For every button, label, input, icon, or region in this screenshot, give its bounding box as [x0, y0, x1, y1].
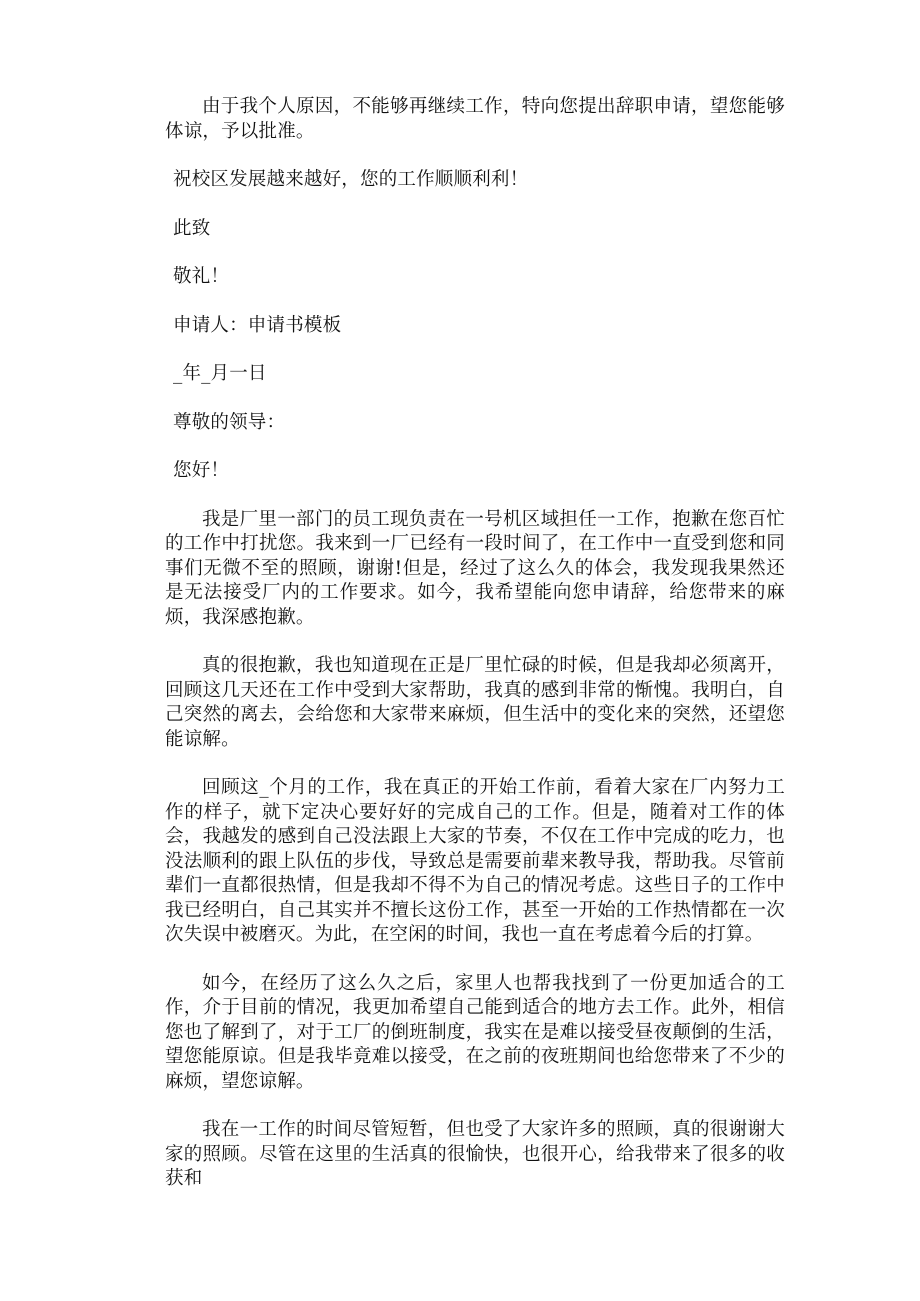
paragraph-introduction: 我是厂里一部门的员工现负责在一号机区域担任一工作，抱歉在您百忙的工作中打扰您。我来到一厂已经有一段时间了，在工作中一直受到您和同事们无微不至的照顾，谢谢!但是，经过了这么久的体会，我发现我果然还是无法接受厂内的工作要求。如今，我希望能向您申请辞，给您带来的麻烦，我深感抱歉。 [165, 508, 785, 628]
closing-salutation-2: 敬礼！ [173, 266, 230, 287]
paragraph-review: 回顾这_个月的工作，我在真正的开始工作前，看着大家在厂内努力工作的样子，就下定决心要好好的完成自己的工作。但是，随着对工作的体会，我越发的感到自己没法跟上大家的节奏，不仅在工作中完成的吃力，也没法顺利的跟上队伍的步伐，导致总是需要前辈来教导我，帮助我。尽管前辈们一直都很热情，但是我却不得不为自己的情况考虑。这些日子的工作中我已经明白，自己其实并不擅长这份工作，甚至一开始的工作热情都在一次次失误中被磨灭。为此，在空闲的时间，我也一直在考虑着今后的打算。 [165, 777, 785, 945]
paragraph-new-job: 如今，在经历了这么久之后，家里人也帮我找到了一份更加适合的工作，介于目前的情况，我更加希望自己能到适合的地方去工作。此外，相信您也了解到了，对于工厂的倒班制度，我实在是难以接受昼夜颠倒的生活，望您能原谅。但是我毕竟难以接受，在之前的夜班期间也给您带来了不少的麻烦，望您谅解。 [165, 972, 785, 1092]
applicant-signature: 申请人：申请书模板 [173, 314, 342, 336]
paragraph-wishes: 祝校区发展越来越好，您的工作顺顺利利！ [173, 169, 529, 190]
paragraph-resignation-reason: 由于我个人原因，不能够再继续工作，特向您提出辞职申请，望您能够体谅，予以批准。 [165, 96, 785, 142]
closing-salutation-1: 此致 [173, 217, 211, 239]
paragraph-thanks: 我在一工作的时间尽管短暂，但也受了大家许多的照顾，真的很谢谢大家的照顾。尽管在这里的生活真的很愉快，也很开心，给我带来了很多的收获和 [165, 1119, 785, 1189]
date-line: _年_月一日 [173, 363, 267, 384]
greeting-hello: 您好！ [173, 460, 230, 481]
paragraph-apology: 真的很抱歉，我也知道现在正是厂里忙碌的时候，但是我却必须离开，回顾这几天还在工作中受到大家帮助，我真的感到非常的惭愧。我明白，自己突然的离去，会给您和大家带来麻烦，但生活中的变化来的突然，还望您能谅解。 [165, 655, 785, 750]
greeting-recipient: 尊敬的领导： [173, 411, 286, 433]
document-body [165, 95, 785, 1216]
